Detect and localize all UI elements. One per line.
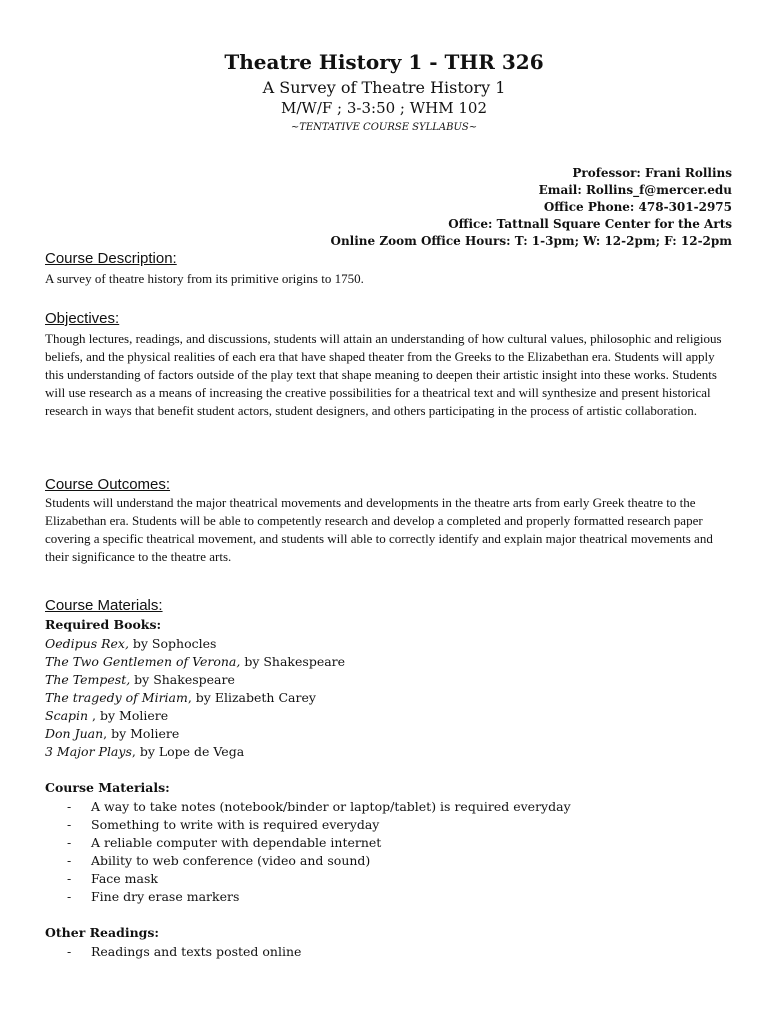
book-title: 3 Major Plays xyxy=(45,744,132,759)
contact-block xyxy=(232,165,732,250)
bullet-dash: - xyxy=(67,799,72,814)
list-item-text: Face mask xyxy=(91,871,158,886)
list-item xyxy=(45,707,345,725)
list-item xyxy=(45,852,571,870)
outcomes-heading: Course Outcomes: xyxy=(45,476,171,493)
description-text: A survey of theatre history from its primitive origins to 1750. xyxy=(45,271,364,286)
professor-email: Email: Rollins_f@mercer.edu xyxy=(538,183,732,197)
office-phone: Office Phone: 478-301-2975 xyxy=(543,200,732,214)
bullet-dash: - xyxy=(67,817,72,832)
bullet-dash: - xyxy=(67,889,72,904)
list-item-text: A reliable computer with dependable internet xyxy=(91,835,382,850)
course-title: Theatre History 1 - THR 326 xyxy=(224,50,544,74)
materials-heading: Course Materials: xyxy=(45,597,163,614)
other-readings-list xyxy=(45,943,301,961)
office-location: Office: Tattnall Square Center for the Arts xyxy=(448,217,732,231)
bullet-dash: - xyxy=(67,944,72,959)
list-item xyxy=(45,888,571,906)
list-item xyxy=(45,725,345,743)
list-item xyxy=(45,834,571,852)
other-readings-label: Other Readings: xyxy=(45,925,160,940)
bullet-dash: - xyxy=(67,871,72,886)
materials-list xyxy=(45,798,571,906)
book-author: , by Moliere xyxy=(103,726,180,741)
book-title: Oedipus Rex, xyxy=(45,636,129,651)
book-author: by Sophocles xyxy=(128,636,217,651)
required-books-label: Required Books: xyxy=(45,617,162,632)
book-author: , by Moliere xyxy=(88,708,169,723)
materials-label: Course Materials: xyxy=(45,780,170,795)
list-item-text: Something to write with is required everyday xyxy=(91,817,380,832)
book-author: by Shakespeare xyxy=(130,672,235,687)
description-heading: Course Description: xyxy=(45,250,177,267)
list-item xyxy=(45,635,345,653)
bullet-dash: - xyxy=(67,835,72,850)
book-author: by Shakespeare xyxy=(240,654,346,669)
book-author: , by Lope de Vega xyxy=(131,744,245,759)
list-item-text: A way to take notes (notebook/binder or laptop/tablet) is required everyday xyxy=(91,799,571,814)
list-item xyxy=(45,816,571,834)
list-item xyxy=(45,653,345,671)
syllabus-status: ~TENTATIVE COURSE SYLLABUS~ xyxy=(290,122,478,133)
objectives-text: Though lectures, readings, and discussions, students will attain an understanding of how cultural values, philosophic and religious beliefs, and the physical realities of each era that have shaped theater from the Greeks to the Elizabethan era. Students will apply this understanding of factors outside of the play text that shape meaning to deepen their artistic insight into these works. Students will use research as a means of increasing the creative possibilities for a theatrical text and will synthesize and present historical research in ways that benefit student actors, student designers, and others participating in the process of artistic collaboration. xyxy=(45,331,722,418)
list-item xyxy=(45,689,345,707)
list-item xyxy=(45,671,345,689)
course-schedule: M/W/F ; 3-3:50 ; WHM 102 xyxy=(280,99,488,117)
list-item-text: Fine dry erase markers xyxy=(91,889,240,904)
bullet-dash: - xyxy=(67,853,72,868)
office-hours: Online Zoom Office Hours: T: 1-3pm; W: 12-2pm; F: 12-2pm xyxy=(330,234,732,248)
list-item xyxy=(45,943,301,961)
list-item-text: Ability to web conference (video and sound) xyxy=(91,853,371,868)
book-title: Scapin xyxy=(45,708,89,723)
list-item xyxy=(45,870,571,888)
objectives-heading: Objectives: xyxy=(45,310,120,327)
book-list xyxy=(45,635,345,761)
outcomes-text: Students will understand the major theatrical movements and developments in the theatre arts from early Greek theatre to the Elizabethan era. Students will be able to competently research and develop a completed and properly formatted research paper covering a specific theatrical movement, and students will able to correctly identify and explain major theatrical movements and their significance to the theatre arts. xyxy=(45,495,713,564)
list-item-text: Readings and texts posted online xyxy=(91,944,302,959)
list-item xyxy=(45,743,345,761)
book-author: , by Elizabeth Carey xyxy=(187,690,316,705)
book-title: The Tempest, xyxy=(45,672,131,687)
book-title: The Two Gentlemen of Verona, xyxy=(45,654,241,669)
course-subtitle: A Survey of Theatre History 1 xyxy=(262,78,506,97)
book-title: Don Juan xyxy=(45,726,104,741)
book-title: The tragedy of Miriam xyxy=(45,690,188,705)
list-item xyxy=(45,798,571,816)
professor-name: Professor: Frani Rollins xyxy=(572,166,732,180)
